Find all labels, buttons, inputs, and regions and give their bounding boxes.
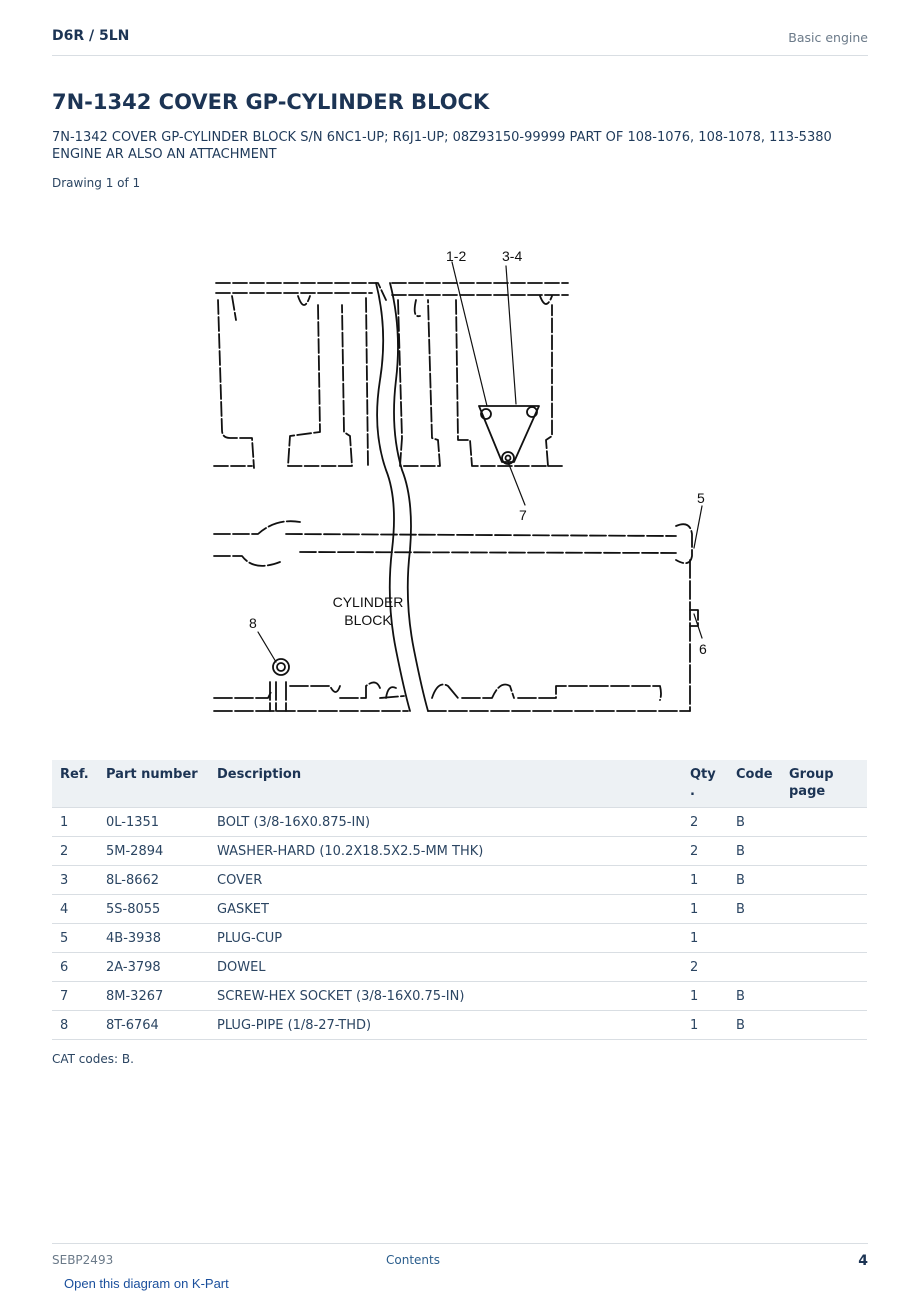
- cell-code: B: [728, 808, 781, 837]
- header-description: Description: [209, 760, 682, 808]
- cell-group-page: [781, 1011, 867, 1040]
- part-description: 7N-1342 COVER GP-CYLINDER BLOCK S/N 6NC1-UP; R6J1-UP; 08Z93150-99999 PART OF 108-1076, 108-1078, 113-5380 ENGINE AR ALSO AN ATTACHMENT: [52, 130, 832, 162]
- cell-code: [728, 924, 781, 953]
- cell-ref: 7: [52, 982, 98, 1011]
- header-qty: Qty .: [682, 760, 728, 808]
- cell-description: WASHER-HARD (10.2X18.5X2.5-MM THK): [209, 837, 682, 866]
- cell-code: B: [728, 895, 781, 924]
- table-row: [52, 953, 867, 982]
- page-footer: [52, 1243, 868, 1274]
- cell-qty: 1: [682, 866, 728, 895]
- header-part-number: Part number: [98, 760, 209, 808]
- cell-description: COVER: [209, 866, 682, 895]
- header-group-page: Group page: [781, 760, 867, 808]
- cell-part-number: 4B-3938: [98, 924, 209, 953]
- cell-ref: 3: [52, 866, 98, 895]
- cell-part-number: 0L-1351: [98, 808, 209, 837]
- parts-table-header: [52, 760, 867, 808]
- callout-7: 7: [519, 507, 527, 523]
- cover-plate: [479, 406, 539, 464]
- cell-description: PLUG-CUP: [209, 924, 682, 953]
- cell-qty: 1: [682, 982, 728, 1011]
- cell-ref: 8: [52, 1011, 98, 1040]
- callout-6: 6: [699, 641, 707, 657]
- cell-group-page: [781, 953, 867, 982]
- cell-group-page: [781, 982, 867, 1011]
- cell-ref: 1: [52, 808, 98, 837]
- block-section-break: [376, 283, 428, 711]
- cell-part-number: 8M-3267: [98, 982, 209, 1011]
- cell-part-number: 8L-8662: [98, 866, 209, 895]
- cell-code: [728, 953, 781, 982]
- header-code: Code: [728, 760, 781, 808]
- cell-group-page: [781, 866, 867, 895]
- cell-code: B: [728, 982, 781, 1011]
- cell-code: B: [728, 837, 781, 866]
- model-label: D6R / 5LN: [52, 28, 130, 44]
- block-upper-outline: [214, 283, 568, 468]
- cylinder-block-label-line2: BLOCK: [344, 612, 392, 628]
- table-row: [52, 895, 867, 924]
- cell-description: DOWEL: [209, 953, 682, 982]
- header-ref: Ref.: [52, 760, 98, 808]
- cell-ref: 2: [52, 837, 98, 866]
- cell-group-page: [781, 895, 867, 924]
- cell-group-page: [781, 808, 867, 837]
- cell-part-number: 5M-2894: [98, 837, 209, 866]
- exploded-parts-diagram: [205, 220, 725, 720]
- cell-code: B: [728, 1011, 781, 1040]
- callout-8: 8: [249, 615, 257, 631]
- table-row: [52, 1011, 867, 1040]
- cell-ref: 6: [52, 953, 98, 982]
- table-row: [52, 982, 867, 1011]
- cell-group-page: [781, 837, 867, 866]
- cell-ref: 4: [52, 895, 98, 924]
- callout-5: 5: [697, 490, 705, 506]
- cell-part-number: 8T-6764: [98, 1011, 209, 1040]
- document-code: SEBP2493: [52, 1253, 114, 1267]
- drawing-count: Drawing 1 of 1: [52, 176, 141, 190]
- cell-qty: 2: [682, 808, 728, 837]
- cell-description: SCREW-HEX SOCKET (3/8-16X0.75-IN): [209, 982, 682, 1011]
- cell-ref: 5: [52, 924, 98, 953]
- cell-description: GASKET: [209, 895, 682, 924]
- section-label: Basic engine: [788, 30, 868, 45]
- cat-codes-note: CAT codes: B.: [52, 1052, 134, 1066]
- block-lower-outline: [214, 560, 698, 711]
- contents-link[interactable]: Contents: [386, 1253, 440, 1267]
- block-middle-outline: [214, 521, 692, 566]
- cell-group-page: [781, 924, 867, 953]
- cell-description: BOLT (3/8-16X0.875-IN): [209, 808, 682, 837]
- cell-description: PLUG-PIPE (1/8-27-THD): [209, 1011, 682, 1040]
- page-number: 4: [858, 1253, 868, 1269]
- page-header: [52, 28, 868, 56]
- cell-qty: 1: [682, 895, 728, 924]
- cylinder-block-label-line1: CYLINDER: [332, 594, 404, 610]
- cell-qty: 1: [682, 924, 728, 953]
- parts-table: [52, 760, 867, 1040]
- page-title: 7N-1342 COVER GP-CYLINDER BLOCK: [52, 90, 490, 114]
- cell-qty: 1: [682, 1011, 728, 1040]
- open-kpart-link[interactable]: Open this diagram on K-Part: [64, 1276, 229, 1291]
- cell-part-number: 5S-8055: [98, 895, 209, 924]
- table-row: [52, 837, 867, 866]
- cell-part-number: 2A-3798: [98, 953, 209, 982]
- table-row: [52, 808, 867, 837]
- cell-code: B: [728, 866, 781, 895]
- table-row: [52, 924, 867, 953]
- cell-qty: 2: [682, 837, 728, 866]
- callout-1-2: 1-2: [446, 248, 467, 264]
- cell-qty: 2: [682, 953, 728, 982]
- callout-3-4: 3-4: [502, 248, 523, 264]
- table-row: [52, 866, 867, 895]
- callout-leaders: [258, 262, 702, 662]
